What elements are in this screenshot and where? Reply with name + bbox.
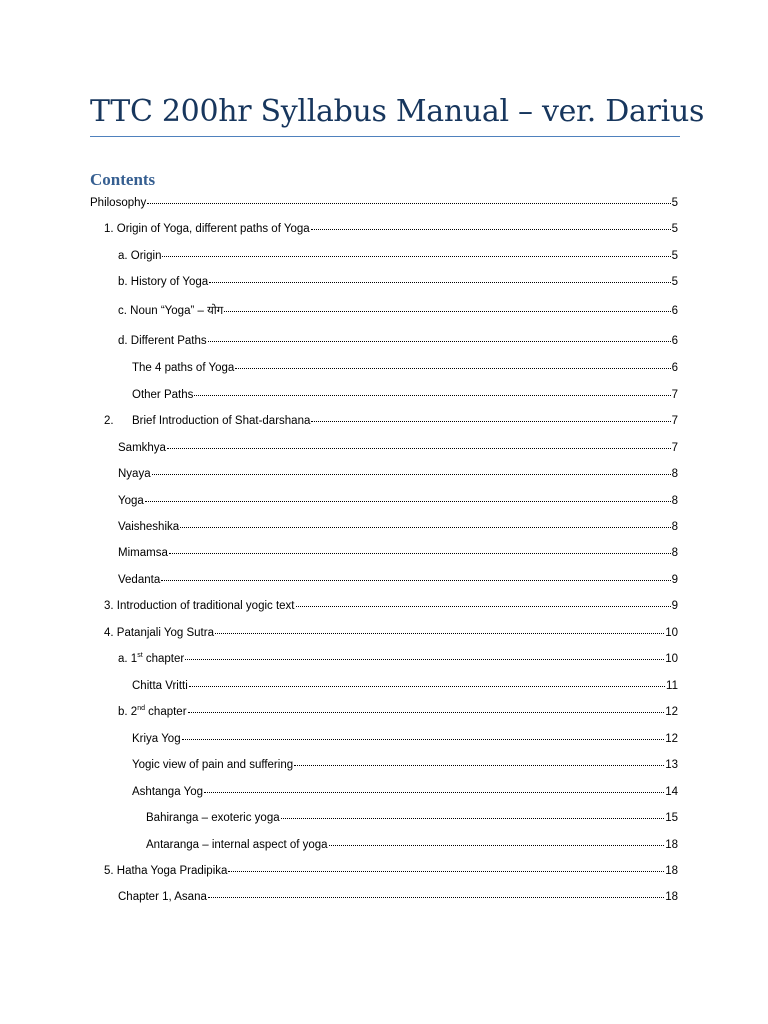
toc-entry[interactable] xyxy=(132,677,678,695)
toc-entry-label-text: a. Origin xyxy=(118,250,162,262)
toc-entry[interactable] xyxy=(90,194,678,212)
toc-page-number: 13 xyxy=(665,759,678,771)
toc-entry[interactable] xyxy=(146,836,678,854)
toc-dot-leader xyxy=(208,897,664,898)
toc-entry-label-text: Bahiranga – exoteric yoga xyxy=(146,812,280,824)
toc-entry[interactable] xyxy=(118,302,678,320)
toc-dot-leader xyxy=(311,229,671,230)
toc-dot-leader xyxy=(162,256,670,257)
toc-page-number: 5 xyxy=(671,250,678,262)
toc-entry[interactable] xyxy=(118,888,678,906)
toc-entry-label-text: 4. Patanjali Yog Sutra xyxy=(104,627,214,639)
toc-entry[interactable] xyxy=(118,518,678,536)
toc-entry-label xyxy=(118,703,187,721)
toc-entry-label-text: a. 1 xyxy=(118,653,138,665)
toc-page-number: 6 xyxy=(671,305,678,317)
toc-dot-leader xyxy=(194,395,670,396)
toc-entry[interactable] xyxy=(132,386,678,404)
toc-dot-leader xyxy=(189,686,665,687)
toc-entry[interactable] xyxy=(104,862,678,880)
toc-dot-leader xyxy=(152,474,671,475)
toc-entry-label xyxy=(132,412,310,430)
toc-dot-leader xyxy=(147,203,670,204)
toc-dot-leader xyxy=(296,606,671,607)
toc-page-number: 10 xyxy=(665,653,678,665)
toc-entry-label-text: The 4 paths of Yoga xyxy=(132,362,235,374)
toc-page-number: 15 xyxy=(665,812,678,824)
document-title: TTC 200hr Syllabus Manual – ver. Darius xyxy=(90,94,705,129)
toc-entry[interactable] xyxy=(118,439,678,457)
toc-entry-label-text: 5. Hatha Yoga Pradipika xyxy=(104,865,228,877)
toc-dot-leader xyxy=(235,368,670,369)
toc-dot-leader xyxy=(145,501,671,502)
toc-entry-label-text: Chitta Vritti xyxy=(132,680,188,692)
toc-entry-label-text: d. Different Paths xyxy=(118,335,207,347)
toc-page-number: 10 xyxy=(665,627,678,639)
toc-dot-leader xyxy=(281,818,665,819)
toc-entry-label-text: 3. Introduction of traditional yogic text xyxy=(104,600,295,612)
toc-entry[interactable] xyxy=(104,624,678,642)
toc-entry[interactable] xyxy=(104,597,678,615)
toc-entry-label xyxy=(146,809,280,827)
toc-dot-leader xyxy=(311,421,670,422)
toc-page-number: 7 xyxy=(671,389,678,401)
toc-entry-label xyxy=(118,492,144,510)
toc-page-number: 5 xyxy=(671,276,678,288)
toc-page-number: 8 xyxy=(671,495,678,507)
toc-page-number: 5 xyxy=(671,223,678,235)
toc-heading: Contents xyxy=(90,170,156,189)
toc-dot-leader xyxy=(167,448,671,449)
toc-entry[interactable] xyxy=(118,650,678,668)
toc-dot-leader xyxy=(185,659,664,660)
toc-entry-label xyxy=(118,465,151,483)
toc-entry-label-text: Other Paths xyxy=(132,389,194,401)
toc-entry-label xyxy=(118,332,207,350)
toc-entry[interactable] xyxy=(118,571,678,589)
toc-entry-ordinal-suffix: st xyxy=(137,652,143,660)
toc-entry[interactable] xyxy=(118,332,678,350)
toc-entry[interactable] xyxy=(118,273,678,291)
toc-entry-label xyxy=(104,624,214,642)
toc-entry-label xyxy=(118,571,160,589)
toc-entry-label-text: b. 2 xyxy=(118,706,138,718)
toc-entry-label-text: Vedanta xyxy=(118,574,161,586)
toc-entry-label-text: Samkhya xyxy=(118,442,166,454)
toc-entry-label-text: Nyaya xyxy=(118,468,151,480)
toc-entry-label xyxy=(104,220,310,238)
toc-dot-leader xyxy=(180,527,670,528)
toc-entry-ordinal-suffix: nd xyxy=(137,705,145,713)
toc-entry-label xyxy=(118,439,166,457)
toc-dot-leader xyxy=(182,739,665,740)
toc-entry-label-text: c. Noun “Yoga” – योग xyxy=(118,305,224,317)
toc-entry-label-suffix: chapter xyxy=(144,706,187,718)
toc-entry-label xyxy=(118,650,184,668)
toc-page-number: 14 xyxy=(665,786,678,798)
toc-dot-leader xyxy=(204,792,664,793)
toc-page-number: 9 xyxy=(671,574,678,586)
toc-page-number: 8 xyxy=(671,521,678,533)
toc-entry[interactable] xyxy=(118,544,678,562)
toc-dot-leader xyxy=(208,341,671,342)
toc-entry-label xyxy=(132,730,181,748)
toc-entry-label xyxy=(118,544,168,562)
toc-entry[interactable] xyxy=(104,220,678,238)
toc-entry-label xyxy=(132,783,203,801)
toc-entry[interactable] xyxy=(118,247,678,265)
toc-dot-leader xyxy=(161,580,670,581)
toc-entry-label-text: Philosophy xyxy=(90,197,147,209)
toc-entry-label-suffix: chapter xyxy=(142,653,185,665)
toc-entry[interactable] xyxy=(104,412,678,430)
toc-entry[interactable] xyxy=(132,359,678,377)
toc-page-number: 9 xyxy=(671,600,678,612)
toc-entry-label-text: Ashtanga Yog xyxy=(132,786,203,798)
toc-dot-leader xyxy=(228,871,664,872)
toc-entry-label-text: Chapter 1, Asana xyxy=(118,891,207,903)
toc-page-number: 7 xyxy=(671,442,678,454)
toc-entry-label xyxy=(146,836,328,854)
toc-entry[interactable] xyxy=(118,703,678,721)
toc-dot-leader xyxy=(224,311,670,312)
toc-page-number: 6 xyxy=(671,335,678,347)
toc-page-number: 6 xyxy=(671,362,678,374)
toc-page-number: 18 xyxy=(665,839,678,851)
toc-page-number: 7 xyxy=(671,415,678,427)
toc-entry-label-text: 1. Origin of Yoga, different paths of Yoga xyxy=(104,223,310,235)
toc-entry[interactable] xyxy=(132,730,678,748)
toc-page-number: 12 xyxy=(665,733,678,745)
toc-entry[interactable] xyxy=(146,809,678,827)
toc-dot-leader xyxy=(329,845,665,846)
toc-entry-label-text: Vaisheshika xyxy=(118,521,180,533)
toc-entry-label xyxy=(118,302,223,320)
toc-dot-leader xyxy=(188,712,665,713)
toc-entry-label-text: b. History of Yoga xyxy=(118,276,209,288)
toc-entry-label xyxy=(118,273,208,291)
toc-entry-label-text: Mimamsa xyxy=(118,547,168,559)
toc-page-number: 5 xyxy=(671,197,678,209)
toc-entry-label-text: Kriya Yog xyxy=(132,733,181,745)
toc-dot-leader xyxy=(209,282,670,283)
toc-entry-label xyxy=(118,888,207,906)
toc-entry-label xyxy=(132,756,293,774)
toc-page-number: 11 xyxy=(666,680,678,692)
toc-entry-label xyxy=(90,194,146,212)
toc-entry-label-text: Brief Introduction of Shat-darshana xyxy=(132,415,311,427)
toc-entry[interactable] xyxy=(132,783,678,801)
toc-page-number: 18 xyxy=(665,865,678,877)
toc-dot-leader xyxy=(294,765,664,766)
toc-page-number: 8 xyxy=(671,547,678,559)
toc-entry-label-text: Antaranga – internal aspect of yoga xyxy=(146,839,328,851)
toc-page-number: 12 xyxy=(665,706,678,718)
toc-entry[interactable] xyxy=(132,756,678,774)
toc-dot-leader xyxy=(215,633,664,634)
toc-entry-label xyxy=(104,862,227,880)
toc-dot-leader xyxy=(169,553,671,554)
toc-entry-number: 2. xyxy=(104,415,114,427)
toc-entry-label xyxy=(132,677,188,695)
toc-entry-label-text: Yoga xyxy=(118,495,144,507)
toc-page-number: 18 xyxy=(665,891,678,903)
toc-entry[interactable] xyxy=(118,492,678,510)
toc-entry[interactable] xyxy=(118,465,678,483)
toc-entry-label-text: Yogic view of pain and suffering xyxy=(132,759,294,771)
toc-page-number: 8 xyxy=(671,468,678,480)
toc-entry-label xyxy=(118,247,161,265)
toc-entry-label xyxy=(118,518,179,536)
toc-entry-label xyxy=(132,386,193,404)
toc-entry-label xyxy=(132,359,234,377)
toc-entry-label xyxy=(104,597,295,615)
